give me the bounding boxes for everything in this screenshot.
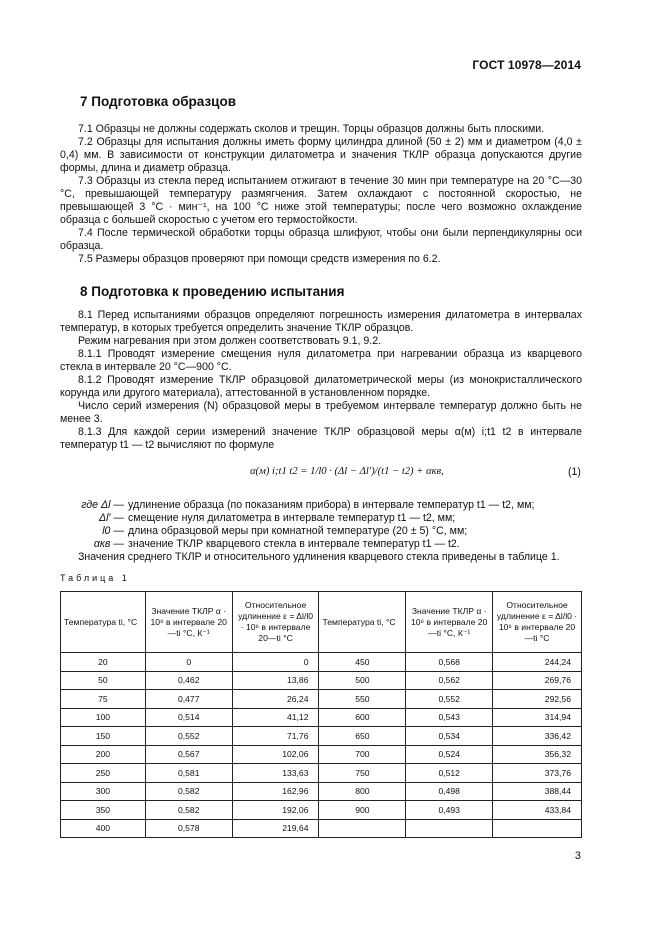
definition-row xyxy=(60,538,582,551)
table-cell xyxy=(406,819,493,838)
table-cell: 0,524 xyxy=(406,745,493,764)
table-cell: 71,76 xyxy=(232,727,319,746)
paragraph: 8.1.3 Для каждой серии измерений значение ТКЛР образцовой меры α(м) i;t1 t2 в интервале температур t1 — t2 вычисляют по формуле xyxy=(60,426,582,451)
column-header: Температура ti, °С xyxy=(61,592,146,653)
definition-text: значение ТКЛР кварцевого стекла в интервале температур t1 — t2. xyxy=(128,538,460,550)
table-cell: 41,12 xyxy=(232,708,319,727)
table-cell: 250 xyxy=(61,764,146,783)
table-cell: 0,582 xyxy=(145,782,232,801)
table-cell: 0,568 xyxy=(406,653,493,672)
column-header: Относительное удлинение ε = Δl/l0 · 10⁶ в интервале 20—ti °С xyxy=(232,592,319,653)
table-row xyxy=(61,819,582,838)
definition-symbol: αкв — xyxy=(93,538,124,550)
table-cell: 0,562 xyxy=(406,671,493,690)
paragraph: 8.1.2 Проводят измерение ТКЛР образцовой дилатометрической меры (из монокристаллического корунда или другого материала), аттестованной в установленном порядке. xyxy=(60,374,582,399)
table-row xyxy=(61,782,582,801)
table-cell: 50 xyxy=(61,671,146,690)
paragraph: 7.4 После термической обработки торцы образца шлифуют, чтобы они были перпендикулярны оси образца. xyxy=(60,227,582,252)
table-cell: 350 xyxy=(61,801,146,820)
table-cell: 0,493 xyxy=(406,801,493,820)
table-cell: 433,84 xyxy=(493,801,582,820)
table-body xyxy=(61,653,582,838)
definition-symbol: Δl′ — xyxy=(99,512,124,524)
table-cell: 200 xyxy=(61,745,146,764)
table-cell xyxy=(493,819,582,838)
paragraph: 8.1 Перед испытаниями образцов определяют погрешность измерения дилатометра в интервалах температур, в которых требуется определить значение ТКЛР образцов. xyxy=(60,309,582,334)
table-row xyxy=(61,653,582,672)
table-cell: 100 xyxy=(61,708,146,727)
table-cell: 388,44 xyxy=(493,782,582,801)
table-cell: 192,06 xyxy=(232,801,319,820)
table-cell: 0,534 xyxy=(406,727,493,746)
table-cell: 650 xyxy=(319,727,406,746)
table-row xyxy=(61,671,582,690)
table-cell: 269,76 xyxy=(493,671,582,690)
table-cell: 314,94 xyxy=(493,708,582,727)
table-cell: 450 xyxy=(319,653,406,672)
definition-symbol: l0 — xyxy=(102,525,124,537)
paragraph: 7.1 Образцы не должны содержать сколов и трещин. Торцы образцов должны быть плоскими. xyxy=(78,123,545,135)
table-cell: 0,512 xyxy=(406,764,493,783)
table-cell: 75 xyxy=(61,690,146,709)
definition-text: длина образцовой меры при комнатной температуре (20 ± 5) °С, мм; xyxy=(128,525,468,537)
paragraph: Режим нагревания при этом должен соответствовать 9.1, 9.2. xyxy=(78,335,382,347)
definition-row xyxy=(60,525,582,538)
formula-lhs: α(м) i;t1 t2 = xyxy=(250,466,308,477)
table-cell: 0,543 xyxy=(406,708,493,727)
table-cell: 0,578 xyxy=(145,819,232,838)
table-cell: 373,76 xyxy=(493,764,582,783)
table-cell: 600 xyxy=(319,708,406,727)
table-row xyxy=(61,690,582,709)
table-cell xyxy=(319,819,406,838)
table-cell: 700 xyxy=(319,745,406,764)
table-cell: 20 xyxy=(61,653,146,672)
table-caption: Таблица 1 xyxy=(60,573,130,583)
formula-number: (1) xyxy=(568,466,581,478)
table-cell: 550 xyxy=(319,690,406,709)
section-7-body xyxy=(60,123,582,266)
definitions-list xyxy=(60,499,582,564)
table-cell: 500 xyxy=(319,671,406,690)
table-cell: 900 xyxy=(319,801,406,820)
table-cell: 102,06 xyxy=(232,745,319,764)
table-cell: 219,64 xyxy=(232,819,319,838)
table-cell: 0,567 xyxy=(145,745,232,764)
table-cell: 0,462 xyxy=(145,671,232,690)
table-cell: 300 xyxy=(61,782,146,801)
table-cell: 292,56 xyxy=(493,690,582,709)
paragraph: 7.3 Образцы из стекла перед испытанием отжигают в течение 30 мин при температуре на 20 °С—30 °С, превышающей температуру размягчения. Затем охлаждают с постоянной скоростью, не превышающей 3 °С · мин⁻¹, на 100 °С ниже этой температуры; после чего возможно охлаждение образца с большей скоростью с учетом его термостойкости. xyxy=(60,175,582,226)
column-header: Значение ТКЛР α · 10⁶ в интервале 20—ti °С, К⁻¹ xyxy=(145,592,232,653)
table-cell: 0,498 xyxy=(406,782,493,801)
data-table xyxy=(60,591,582,838)
definition-symbol: где Δl — xyxy=(81,499,124,511)
table-cell: 0,477 xyxy=(145,690,232,709)
table-cell: 162,96 xyxy=(232,782,319,801)
table-row xyxy=(61,801,582,820)
table-row xyxy=(61,764,582,783)
table-row xyxy=(61,727,582,746)
table-cell: 0,552 xyxy=(406,690,493,709)
section-7-title: 7 Подготовка образцов xyxy=(80,94,237,109)
table-cell: 0,514 xyxy=(145,708,232,727)
table-cell: 133,63 xyxy=(232,764,319,783)
table-cell: 336,42 xyxy=(493,727,582,746)
definition-text: смещение нуля дилатометра в интервале температур t1 — t2, мм; xyxy=(128,512,456,524)
definition-text: удлинение образца (по показаниям прибора) в интервале температур t1 — t2, мм; xyxy=(128,499,535,511)
table-cell: 0,581 xyxy=(145,764,232,783)
table-row xyxy=(61,745,582,764)
table-intro: Значения среднего ТКЛР и относительного удлинения кварцевого стекла приведены в таблице 1. xyxy=(78,551,560,563)
page-number: 3 xyxy=(574,850,581,862)
table-cell: 244,24 xyxy=(493,653,582,672)
definition-row xyxy=(60,499,582,512)
section-8-body xyxy=(60,309,582,452)
table-cell: 150 xyxy=(61,727,146,746)
paragraph: 8.1.1 Проводят измерение смещения нуля дилатометра при нагревании образца из кварцевого стекла в интервале 20 °С—900 °С. xyxy=(60,348,582,373)
formula-1 xyxy=(250,466,444,477)
column-header: Относительное удлинение ε = Δl/l0 · 10⁶ в интервале 20—ti °С xyxy=(493,592,582,653)
column-header: Температура ti, °С xyxy=(319,592,406,653)
table-cell: 0,582 xyxy=(145,801,232,820)
table-cell: 0 xyxy=(232,653,319,672)
section-8-title: 8 Подготовка к проведению испытания xyxy=(80,284,345,299)
table-header-row xyxy=(61,592,582,653)
paragraph: Число серий измерения (N) образцовой меры в требуемом интервале температур должно быть не менее 3. xyxy=(60,400,582,425)
table-cell: 400 xyxy=(61,819,146,838)
column-header: Значение ТКЛР α · 10⁶ в интервале 20—ti °С, К⁻¹ xyxy=(406,592,493,653)
paragraph: 7.2 Образцы для испытания должны иметь форму цилиндра длиной (50 ± 2) мм и диаметром (4,0 ± 0,4) мм. В зависимости от конструкции дилатометра и значения ТКЛР образца допускаются другие формы, длина и диаметр образца. xyxy=(60,136,582,174)
table-cell: 0,552 xyxy=(145,727,232,746)
standard-header: ГОСТ 10978—2014 xyxy=(472,58,581,72)
paragraph: 7.5 Размеры образцов проверяют при помощи средств измерения по 6.2. xyxy=(78,253,441,265)
table-cell: 800 xyxy=(319,782,406,801)
formula-rhs: 1/l0 · (Δl − Δl′)/(t1 − t2) + αкв, xyxy=(310,466,444,477)
table-cell: 26,24 xyxy=(232,690,319,709)
table-cell: 0 xyxy=(145,653,232,672)
table-row xyxy=(61,708,582,727)
table-cell: 356,32 xyxy=(493,745,582,764)
table-cell: 13,86 xyxy=(232,671,319,690)
definition-row xyxy=(60,512,582,525)
table-cell: 750 xyxy=(319,764,406,783)
